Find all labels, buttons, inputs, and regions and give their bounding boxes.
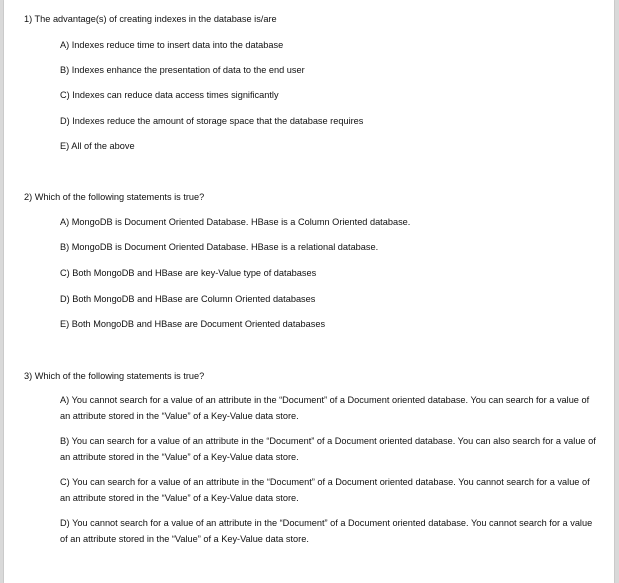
- question-2-option-b: B) MongoDB is Document Oriented Database. HBase is a relational database.: [60, 242, 379, 252]
- question-3-option-c: C) You can search for a value of an attribute in the “Document” of a Document oriented database. You cannot search for a value of an attribute stored in the “Value” of a Key-Value data store.: [60, 477, 590, 503]
- question-2-option-a: A) MongoDB is Document Oriented Database. HBase is a Column Oriented database.: [60, 217, 411, 227]
- question-1-option-e: E) All of the above: [60, 141, 135, 151]
- question-3-prompt: 3) Which of the following statements is true?: [24, 371, 205, 381]
- question-1-prompt: 1) The advantage(s) of creating indexes in the database is/are: [24, 14, 277, 24]
- question-1-option-a: A) Indexes reduce time to insert data into the database: [60, 40, 284, 50]
- question-1-option-d: D) Indexes reduce the amount of storage space that the database requires: [60, 116, 364, 126]
- question-1-option-b: B) Indexes enhance the presentation of data to the end user: [60, 65, 305, 75]
- question-3-option-b: B) You can search for a value of an attribute in the “Document” of a Document oriented database. You can also search for a value of an attribute stored in the “Value” of a Key-Value data store.: [60, 436, 596, 462]
- document-page: [4, 0, 614, 583]
- question-2-option-c: C) Both MongoDB and HBase are key-Value type of databases: [60, 268, 317, 278]
- question-3-option-a: A) You cannot search for a value of an attribute in the “Document” of a Document oriented database. You can search for a value of an attribute stored in the “Value” of a Key-Value data store.: [60, 395, 590, 421]
- question-2-option-d: D) Both MongoDB and HBase are Column Oriented databases: [60, 294, 316, 304]
- question-3-option-d: D) You cannot search for a value of an attribute in the “Document” of a Document oriented database. You cannot search for a value of an attribute stored in the “Value” of a Key-Value data store.: [60, 518, 593, 544]
- question-2-option-e: E) Both MongoDB and HBase are Document Oriented databases: [60, 319, 326, 329]
- question-2-prompt: 2) Which of the following statements is true?: [24, 192, 205, 202]
- question-1-option-c: C) Indexes can reduce data access times significantly: [60, 90, 279, 100]
